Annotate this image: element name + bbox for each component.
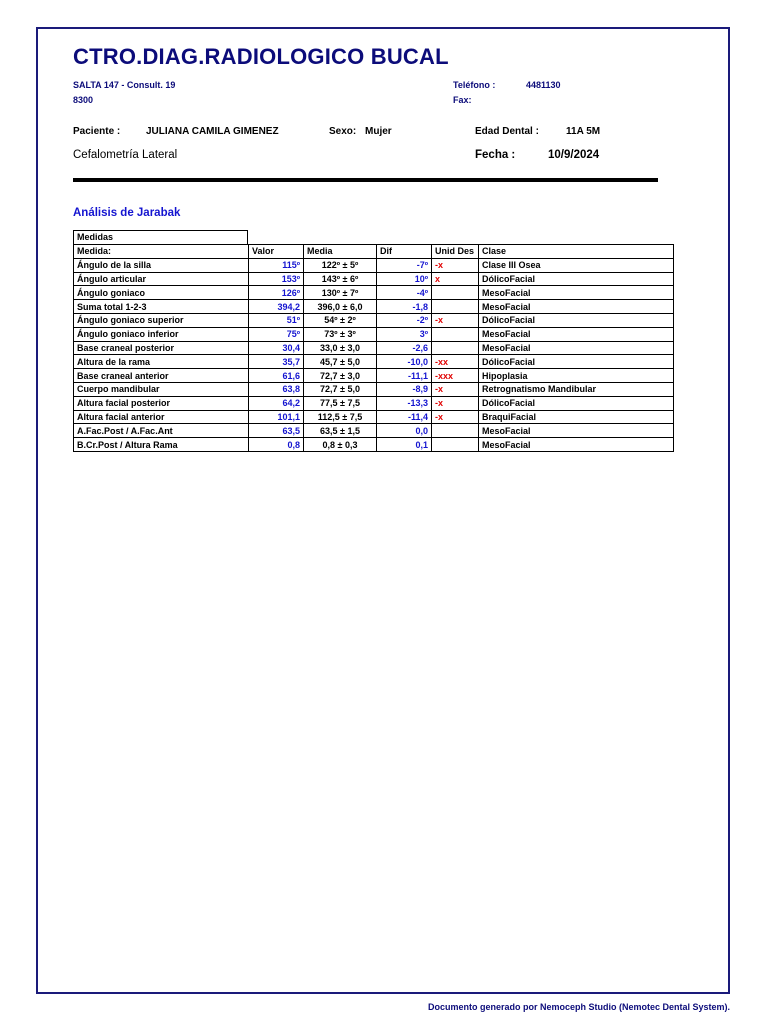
col-dif: Dif xyxy=(377,245,432,259)
date-value: 10/9/2024 xyxy=(548,149,600,161)
cell-medida: Suma total 1-2-3 xyxy=(74,300,249,314)
cell-clase: BraquiFacial xyxy=(479,410,674,424)
cell-media: 143º ± 6º xyxy=(304,272,377,286)
cell-des xyxy=(432,424,479,438)
cell-media: 73º ± 3º xyxy=(304,327,377,341)
cell-des: -xxx xyxy=(432,369,479,383)
cell-des: -x xyxy=(432,313,479,327)
cell-dif: -1,8 xyxy=(377,300,432,314)
cell-dif: 0,1 xyxy=(377,438,432,452)
cell-media: 77,5 ± 7,5 xyxy=(304,396,377,410)
cell-valor: 394,2 xyxy=(249,300,304,314)
cell-medida: Altura de la rama xyxy=(74,355,249,369)
cell-medida: Ángulo goniaco inferior xyxy=(74,327,249,341)
clinic-title: CTRO.DIAG.RADIOLOGICO BUCAL xyxy=(73,44,449,69)
cell-dif: -7º xyxy=(377,258,432,272)
cell-valor: 35,7 xyxy=(249,355,304,369)
cell-dif: -11,4 xyxy=(377,410,432,424)
cell-media: 72,7 ± 5,0 xyxy=(304,382,377,396)
col-medida: Medida: xyxy=(74,245,249,259)
cell-valor: 153º xyxy=(249,272,304,286)
header-divider xyxy=(73,178,658,182)
cell-clase: Retrognatismo Mandibular xyxy=(479,382,674,396)
fax-label: Fax: xyxy=(453,95,472,105)
table-header-row xyxy=(74,245,674,259)
cell-medida: Ángulo goniaco superior xyxy=(74,313,249,327)
patient-name: JULIANA CAMILA GIMENEZ xyxy=(146,126,279,137)
cell-clase: DólicoFacial xyxy=(479,313,674,327)
cell-media: 54º ± 2º xyxy=(304,313,377,327)
cell-medida: Ángulo goniaco xyxy=(74,286,249,300)
table-row xyxy=(74,369,674,383)
cell-medida: Ángulo articular xyxy=(74,272,249,286)
cell-des: -x xyxy=(432,258,479,272)
cell-media: 45,7 ± 5,0 xyxy=(304,355,377,369)
cell-media: 130º ± 7º xyxy=(304,286,377,300)
sex-value: Mujer xyxy=(365,126,392,137)
cell-dif: -13,3 xyxy=(377,396,432,410)
cell-media: 112,5 ± 7,5 xyxy=(304,410,377,424)
address-line-1: SALTA 147 - Consult. 19 xyxy=(73,80,176,90)
cell-clase: MesoFacial xyxy=(479,341,674,355)
cell-medida: Base craneal posterior xyxy=(74,341,249,355)
cell-des xyxy=(432,300,479,314)
patient-label: Paciente : xyxy=(73,126,121,137)
table-row xyxy=(74,438,674,452)
cell-medida: Ángulo de la silla xyxy=(74,258,249,272)
cell-dif: 0,0 xyxy=(377,424,432,438)
cell-clase: MesoFacial xyxy=(479,286,674,300)
table-row xyxy=(74,382,674,396)
cell-dif: -8,9 xyxy=(377,382,432,396)
cell-dif: -10,0 xyxy=(377,355,432,369)
table-row xyxy=(74,258,674,272)
cell-medida: Cuerpo mandibular xyxy=(74,382,249,396)
sex-label: Sexo: xyxy=(329,126,357,137)
cell-valor: 126º xyxy=(249,286,304,300)
cell-dif: -2,6 xyxy=(377,341,432,355)
table-row xyxy=(74,286,674,300)
cell-medida: B.Cr.Post / Altura Rama xyxy=(74,438,249,452)
cell-valor: 115º xyxy=(249,258,304,272)
cell-valor: 101,1 xyxy=(249,410,304,424)
cell-medida: Base craneal anterior xyxy=(74,369,249,383)
cell-des xyxy=(432,327,479,341)
cell-des: -x xyxy=(432,396,479,410)
cell-valor: 51º xyxy=(249,313,304,327)
table-row xyxy=(74,327,674,341)
table-row xyxy=(74,396,674,410)
cell-des: -x xyxy=(432,382,479,396)
table-row xyxy=(74,300,674,314)
page-frame xyxy=(36,27,730,994)
dental-age-label: Edad Dental : xyxy=(475,126,539,137)
cell-des xyxy=(432,438,479,452)
table-row xyxy=(74,424,674,438)
footer-note: Documento generado por Nemoceph Studio (Nemotec Dental System). xyxy=(427,1002,730,1012)
cell-des: -x xyxy=(432,410,479,424)
dental-age-value: 11A 5M xyxy=(566,126,601,137)
date-label: Fecha : xyxy=(475,149,516,161)
cell-media: 33,0 ± 3,0 xyxy=(304,341,377,355)
cell-valor: 64,2 xyxy=(249,396,304,410)
cell-dif: 10º xyxy=(377,272,432,286)
study-type: Cefalometría Lateral xyxy=(73,149,178,161)
analysis-title: Análisis de Jarabak xyxy=(73,207,181,219)
cell-media: 72,7 ± 3,0 xyxy=(304,369,377,383)
cell-media: 63,5 ± 1,5 xyxy=(304,424,377,438)
phone-value: 4481130 xyxy=(526,80,561,90)
cell-dif: -11,1 xyxy=(377,369,432,383)
cell-media: 0,8 ± 0,3 xyxy=(304,438,377,452)
address-line-2: 8300 xyxy=(73,95,94,105)
cell-valor: 30,4 xyxy=(249,341,304,355)
cell-valor: 61,6 xyxy=(249,369,304,383)
cell-dif: 3º xyxy=(377,327,432,341)
cell-clase: Hipoplasia xyxy=(479,369,674,383)
cell-media: 122º ± 5º xyxy=(304,258,377,272)
cell-des: x xyxy=(432,272,479,286)
col-unid-des: Unid Des xyxy=(432,245,479,259)
cell-clase: MesoFacial xyxy=(479,438,674,452)
cell-medida: Altura facial anterior xyxy=(74,410,249,424)
cell-clase: DólicoFacial xyxy=(479,396,674,410)
table-row xyxy=(74,313,674,327)
medidas-group-label: Medidas xyxy=(73,230,248,244)
cell-media: 396,0 ± 6,0 xyxy=(304,300,377,314)
col-media: Media xyxy=(304,245,377,259)
jarabak-table xyxy=(73,244,674,452)
table-row xyxy=(74,272,674,286)
cell-valor: 63,8 xyxy=(249,382,304,396)
cell-clase: MesoFacial xyxy=(479,424,674,438)
cell-clase: MesoFacial xyxy=(479,327,674,341)
phone-label: Teléfono : xyxy=(453,80,496,90)
cell-medida: A.Fac.Post / A.Fac.Ant xyxy=(74,424,249,438)
table-row xyxy=(74,410,674,424)
cell-valor: 75º xyxy=(249,327,304,341)
cell-des xyxy=(432,286,479,300)
cell-medida: Altura facial posterior xyxy=(74,396,249,410)
table-row xyxy=(74,341,674,355)
col-clase: Clase xyxy=(479,245,674,259)
cell-clase: MesoFacial xyxy=(479,300,674,314)
cell-des: -xx xyxy=(432,355,479,369)
cell-dif: -2º xyxy=(377,313,432,327)
table-row xyxy=(74,355,674,369)
col-valor: Valor xyxy=(249,245,304,259)
cell-des xyxy=(432,341,479,355)
cell-dif: -4º xyxy=(377,286,432,300)
cell-clase: DólicoFacial xyxy=(479,272,674,286)
cell-clase: Clase III Osea xyxy=(479,258,674,272)
cell-valor: 0,8 xyxy=(249,438,304,452)
cell-clase: DólicoFacial xyxy=(479,355,674,369)
cell-valor: 63,5 xyxy=(249,424,304,438)
